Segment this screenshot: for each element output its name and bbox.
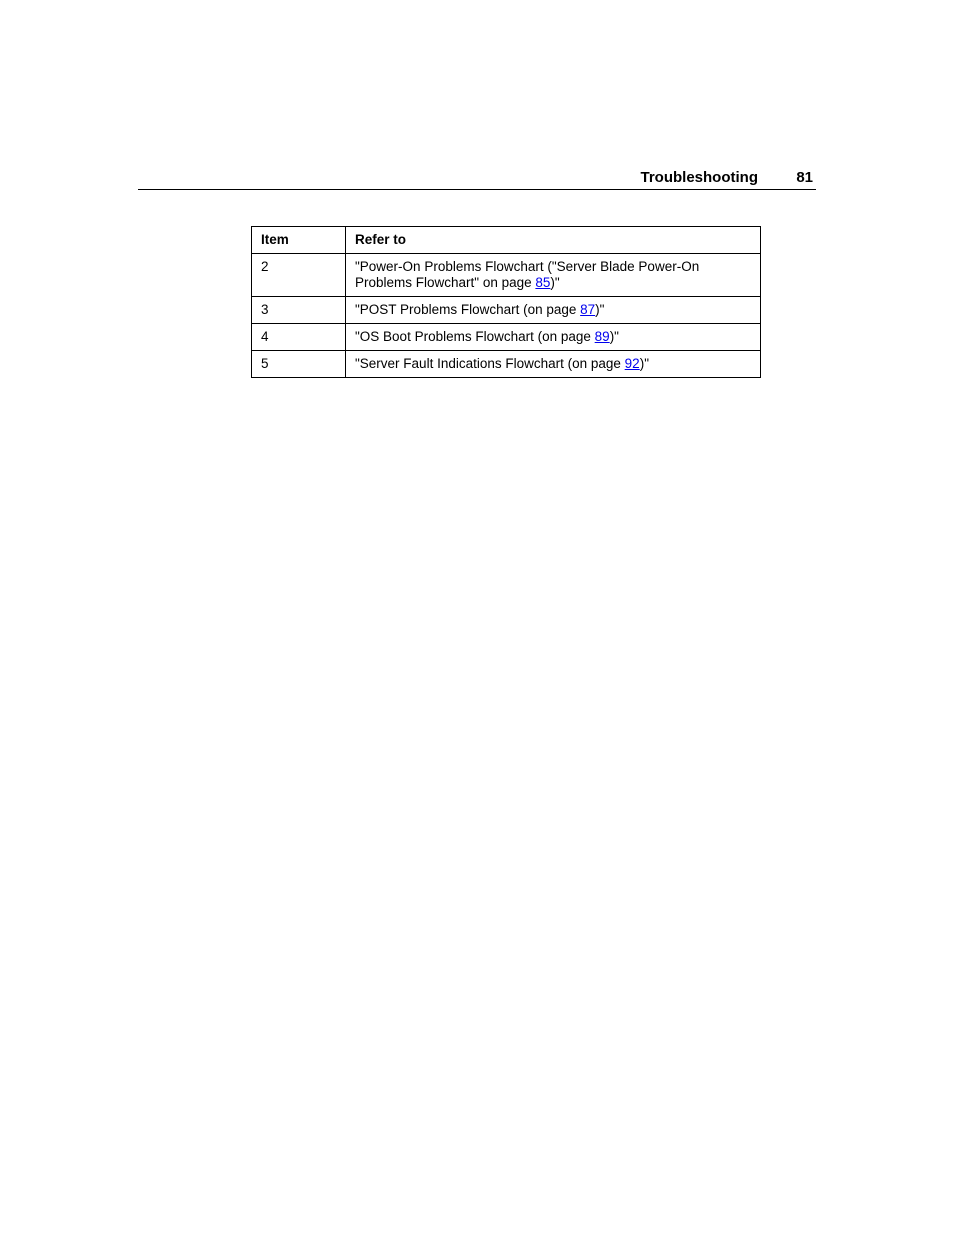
refer-to-text: "Power-On Problems Flowchart ("Server Blade Power-On Problems Flowchart" on page (355, 259, 700, 290)
refer-to-text-end: )" (609, 329, 619, 344)
refer-to-text-end: )" (550, 275, 560, 290)
table-row (252, 254, 761, 297)
item-cell: 4 (252, 324, 346, 351)
refer-to-text-end: )" (595, 302, 605, 317)
column-header-item: Item (252, 227, 346, 254)
refer-to-text-end: )" (639, 356, 649, 371)
header-title: Troubleshooting (640, 169, 758, 186)
refer-to-text: "OS Boot Problems Flowchart (on page (355, 329, 595, 344)
table-row (252, 351, 761, 378)
column-header-refer-to: Refer to (346, 227, 761, 254)
refer-to-text: "POST Problems Flowchart (on page (355, 302, 581, 317)
refer-to-text: "Server Fault Indications Flowchart (on page (355, 356, 625, 371)
refer-to-cell (346, 297, 761, 324)
reference-table (251, 226, 761, 378)
table-row (252, 297, 761, 324)
running-header (138, 160, 816, 190)
page-link[interactable]: 89 (594, 329, 610, 344)
refer-to-cell (346, 324, 761, 351)
page-number: 81 (796, 169, 813, 186)
refer-to-cell (346, 254, 761, 297)
page-link[interactable]: 85 (535, 275, 551, 290)
table-row (252, 324, 761, 351)
item-cell: 3 (252, 297, 346, 324)
page-link[interactable]: 92 (624, 356, 640, 371)
item-cell: 2 (252, 254, 346, 297)
item-cell: 5 (252, 351, 346, 378)
page-link[interactable]: 87 (580, 302, 596, 317)
refer-to-cell (346, 351, 761, 378)
table-header-row (252, 227, 761, 254)
